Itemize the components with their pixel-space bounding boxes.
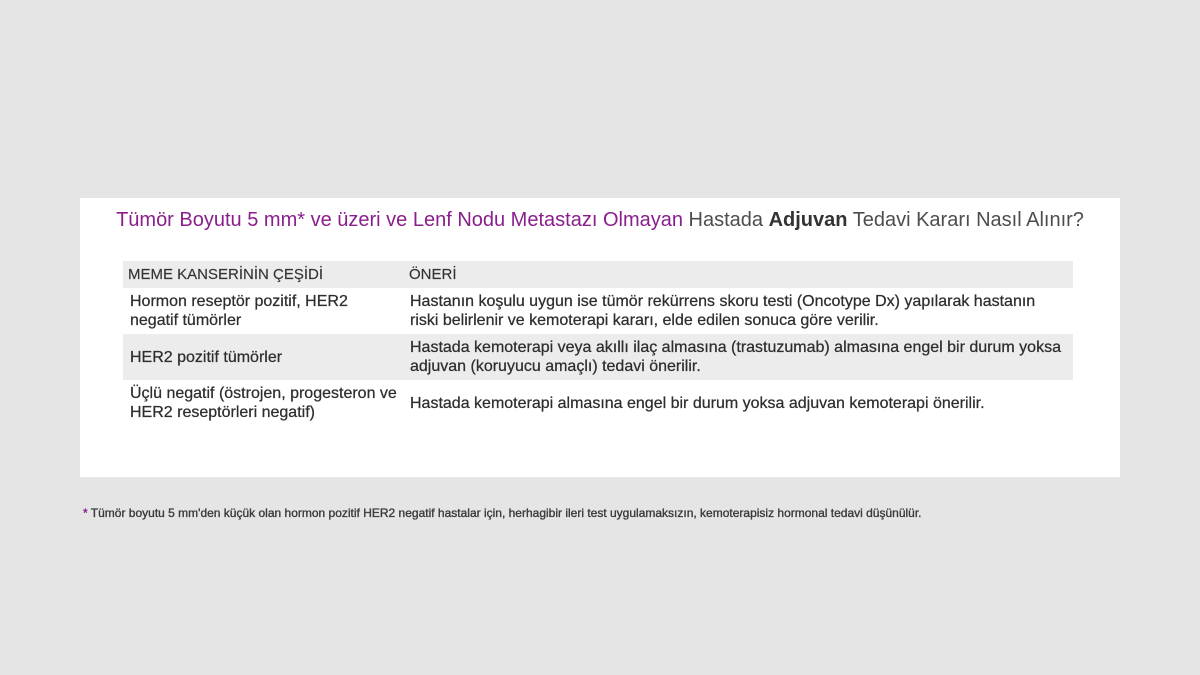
- info-card: [80, 198, 1120, 477]
- cell-line: adjuvan (koruyucu amaçlı) tedavi önerilir.: [410, 358, 701, 375]
- cell-line: HER2 pozitif tümörler: [130, 348, 283, 366]
- title-highlight: Tümör Boyutu 5 mm* ve üzeri ve Lenf Nodu Metastazı Olmayan: [116, 209, 683, 231]
- cell-line: Üçlü negatif (östrojen, progesteron ve: [130, 385, 397, 402]
- cell-line: Hastanın koşulu uygun ise tümör rekürrens skoru testi (Oncotype Dx) yapılarak hastanın: [410, 293, 1036, 310]
- cell-line: negatif tümörler: [130, 312, 242, 329]
- recommendation-cell: [403, 380, 1073, 426]
- cancer-type-cell: [123, 288, 403, 334]
- title-emphasis: Adjuvan: [768, 209, 848, 231]
- cancer-type-cell: [123, 380, 403, 426]
- column-header-cancer-type: MEME KANSERİNİN ÇEŞİDİ: [128, 266, 324, 283]
- footnote: [83, 505, 922, 521]
- footnote-text: Tümör boyutu 5 mm'den küçük olan hormon pozitif HER2 negatif hastalar için, herhagibir ileri test uygulamaksızın, kemoterapisiz hormonal tedavi düşünülür.: [90, 506, 922, 520]
- cell-line: riski belirlenir ve kemoterapi kararı, elde edilen sonuca göre verilir.: [410, 312, 879, 329]
- page-title: [80, 207, 1120, 233]
- cell-line: Hastada kemoterapi veya akıllı ilaç almasına (trastuzumab) almasına engel bir durum yoksa: [410, 339, 1061, 356]
- table-row: [123, 288, 1073, 334]
- title-text-end: Tedavi Kararı Nasıl Alınır?: [852, 209, 1084, 231]
- table-header-row: [123, 261, 1073, 288]
- table-row: [123, 380, 1073, 426]
- cell-line: HER2 reseptörleri negatif): [130, 404, 315, 421]
- recommendation-cell: [403, 288, 1073, 334]
- cancer-type-cell: [123, 334, 403, 380]
- cell-line: Hormon reseptör pozitif, HER2: [130, 293, 348, 310]
- title-text-start: Hastada: [688, 209, 764, 231]
- footnote-marker: *: [83, 506, 88, 520]
- table-row: [123, 334, 1073, 380]
- recommendation-table: [123, 261, 1073, 426]
- column-header-recommendation: ÖNERİ: [409, 266, 457, 283]
- recommendation-cell: [403, 334, 1073, 380]
- cell-line: Hastada kemoterapi almasına engel bir durum yoksa adjuvan kemoterapi önerilir.: [410, 394, 985, 412]
